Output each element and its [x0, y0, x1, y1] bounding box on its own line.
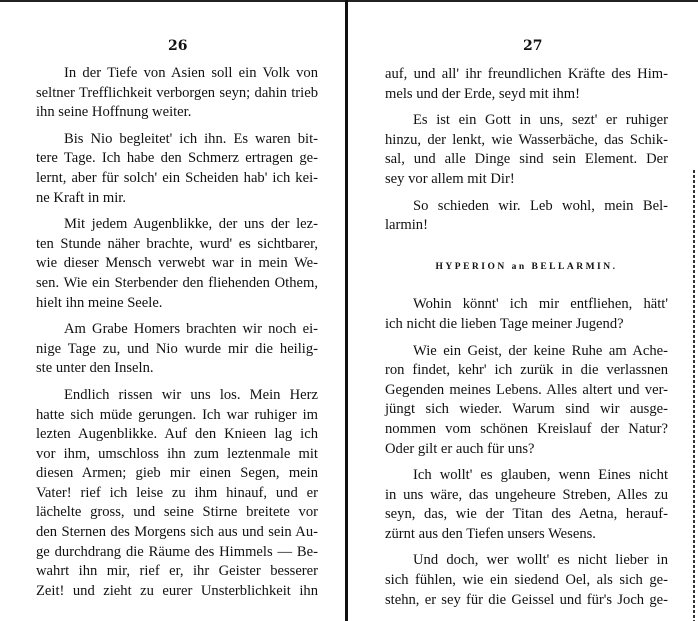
text-line: ge durchdrang die Räume des Himmels — Be- [36, 543, 318, 560]
text-line: seltner Trefflichkeit verborgen seyn; dahin trieb [36, 84, 318, 101]
text-line: ne Kraft in mir. [36, 189, 126, 206]
text-line: Am Grabe Homers brachten wir noch ei- [64, 321, 318, 338]
text-line: Endlich rissen wir uns los. Mein Herz [64, 386, 318, 403]
text-line: Vater! rief ich leise zu ihm hinauf, und er [36, 484, 318, 501]
text-line: in uns wäre, das ungeheure Streben, Alles zu [385, 486, 668, 503]
paragraph [385, 551, 668, 610]
text-line: Wie ein Geist, der keine Ruhe am Ache- [413, 342, 668, 359]
text-line: ich nicht die lieben Tage meiner Jugend? [385, 315, 624, 332]
text-line: mels und der Erde, seyd mit ihm! [385, 85, 580, 102]
paragraph [36, 386, 318, 602]
paragraph [385, 111, 668, 189]
text-line: sey vor allem mit Dir! [385, 170, 515, 187]
text-line: larmin! [385, 217, 428, 234]
paragraph [385, 197, 668, 236]
text-line: wie dieser Mensch verwebt war in mein We- [36, 255, 318, 272]
scan-right-edge [693, 170, 695, 621]
paragraph [36, 215, 318, 313]
page-number: 26 [168, 38, 188, 54]
paragraph [36, 64, 318, 123]
paragraph [36, 320, 318, 379]
text-line: Wohin könnt' ich mir entfliehen, hätt' [413, 296, 668, 313]
right-page [348, 0, 693, 621]
text-line: Es ist ein Gott in uns, sezt' er ruhiger [413, 112, 668, 129]
text-line: jüngt sich wieder. Warum sind wir ausge- [385, 401, 668, 418]
text-line: hielt ihn meine Seele. [36, 294, 163, 311]
text-line: seyn, das, wie der Titan des Aetna, herauf- [385, 506, 668, 523]
text-line: ihn seine Hoffnung weiter. [36, 104, 192, 121]
text-line: lernt, aber für solch' ein Scheiden hab' ich kei- [36, 169, 318, 186]
text-line: Bis Nio begleitet' ich ihn. Es waren bit- [64, 130, 318, 147]
paragraph [385, 295, 668, 334]
text-line: In der Tiefe von Asien soll ein Volk von [64, 65, 318, 81]
text-line: stehn, er sey für die Geissel und für's Joch ge- [385, 591, 668, 608]
page-number: 27 [523, 38, 543, 54]
text-line: sal, und alle Dinge sind sein Element. Der [385, 151, 668, 168]
text-line: nige Tage zu, und Nio wurde mir die heilig- [36, 340, 318, 357]
text-line: tere Tage. Ich habe den Schmerz ertragen ge- [36, 150, 318, 167]
text-line: Und doch, wer wollt' es nicht lieber in [413, 552, 668, 569]
text-line: auf, und all' ihr freundlichen Kräfte des Him- [385, 66, 668, 82]
text-line: Zeit! und zieht zu eurer Unsterblichkeit ihn [36, 582, 318, 599]
text-line: ron findet, kehr' ich zurük in die verlassnen [385, 362, 668, 379]
text-line: zürnt aus den Tiefen unsers Wesens. [385, 525, 596, 542]
text-line: lächelte gross, und seine Stirne breitete vor [36, 504, 318, 521]
left-page [0, 0, 345, 621]
text-line: nommen vom schönen Kreislauf der Natur? [385, 420, 668, 437]
text-line: vor ihm, umschloss ihn zum leztenmale mit [36, 445, 318, 462]
text-line: Ich wollt' es glauben, wenn Eines nicht [413, 467, 668, 484]
page-body [36, 64, 318, 608]
text-line: sich fühlen, wie ein siedend Oel, als sich ge- [385, 572, 668, 589]
text-line: hinzu, der lenkt, wie Wasserbäche, das Schik- [385, 131, 668, 148]
text-line: hatte sich müde gerungen. Ich war ruhiger im [36, 406, 318, 423]
text-line: ste unter den Inseln. [36, 360, 154, 377]
page-body [385, 65, 668, 617]
text-line: So schieden wir. Leb wohl, mein Bel- [413, 197, 668, 214]
text-line: Oder gilt er auch für uns? [385, 440, 535, 457]
paragraph [385, 466, 668, 544]
paragraph [385, 65, 668, 104]
paragraph [385, 342, 668, 460]
text-line: Mit jedem Augenblikke, der uns der lez- [64, 216, 318, 233]
text-line: ten Stunde näher brachte, wurd' es sichtbarer, [36, 235, 318, 252]
text-line: diesen Armen; gieb mir einen Segen, mein [36, 465, 318, 482]
letter-heading: HYPERION an BELLARMIN. [435, 261, 618, 272]
text-line: sen. Wie ein Sterbender den fliehenden Othem, [36, 274, 318, 291]
text-line: wahrt ihn mir, rief er, ihr Geister besserer [36, 563, 318, 580]
text-line: den Sternen des Morgens sich aus und sein Au- [36, 524, 318, 541]
paragraph [36, 130, 318, 208]
text-line: Gegenden meines Lebens. Alles altert und ver- [385, 381, 668, 398]
text-line: lezten Augenblikke. Auf den Knieen lag ich [36, 426, 318, 443]
